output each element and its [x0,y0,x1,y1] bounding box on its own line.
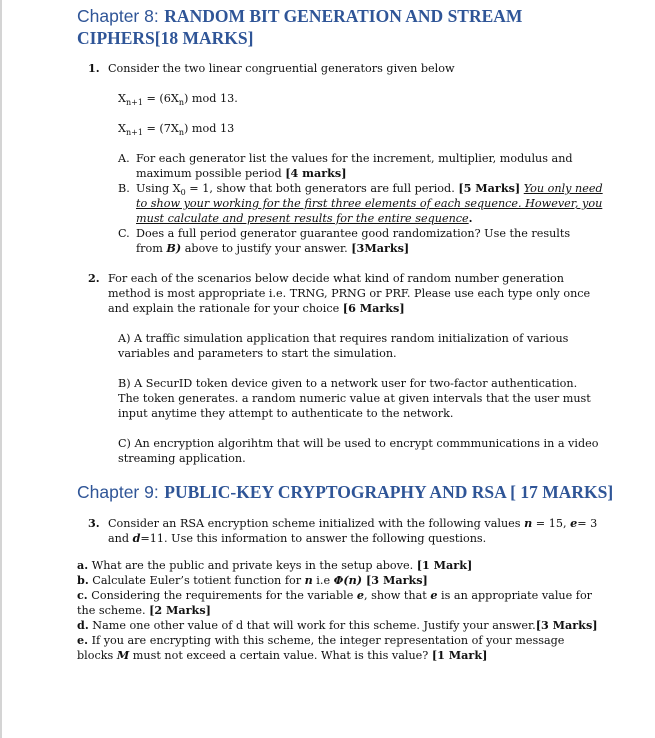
q1-b-label: B. [118,182,130,195]
q3-part-e [77,633,564,648]
q3-var-e: e [570,516,578,530]
q1-b-note-1: You only need [523,182,603,195]
eq2-mult: = (7X [142,122,179,135]
q1-b-sub: 0 [180,188,186,198]
q3-e-value: = 3 [577,517,598,530]
q3-line2 [108,531,486,546]
q3-e-marks: [1 Mark] [431,648,488,662]
eq1-sub-n: n [178,98,185,108]
q1-a-line1: For each generator list the values for the increment, multiplier, modulus and [136,152,573,165]
q3-text-a: Consider an RSA encryption scheme initialized with the following values [108,517,525,530]
q1-b-text-b: = 1, show that both generators are full period. [185,182,459,195]
q3-b-n: n [304,573,313,587]
chapter-8-heading [77,6,522,28]
chapter-8-heading-cont [77,28,253,50]
eq1-x: X [118,92,126,105]
q1-c-ref: B) [166,241,182,255]
q3-c-text: Considering the requirements for the variable [87,589,357,602]
page-edge [0,0,2,738]
q2-line1: For each of the scenarios below decide what kind of random number generation [108,272,564,285]
q1-a-marks: [4 marks] [285,166,347,180]
q2-b-line1: B) A SecurID token device given to a network user for two-factor authentication. [118,377,578,390]
chapter-9-number: Chapter 9: [77,482,159,502]
eq2-mod: ) mod 13 [184,122,235,135]
q1-b-period: . [468,211,473,225]
q3-n-value: = 15, [532,517,571,530]
q3-e-M: M [116,648,130,662]
eq2-sub-n1: n+1 [125,128,143,138]
q3-text-b: =11. Use this information to answer the following questions. [140,532,487,545]
q1-a-line2 [136,166,346,181]
q3-b-phi: Φ(n) [333,573,363,587]
q3-d-text: Name one other value of d that will work for this scheme. Justify your answer. [88,619,536,632]
q2-a-line2: variables and parameters to start the simulation. [118,347,397,360]
q3-c-marks: [2 Marks] [149,603,211,617]
q2-c-line2: streaming application. [118,452,246,465]
eq1-mod: ) mod 13. [184,92,238,105]
chapter-9-heading [77,482,613,504]
eq1-sub-n1: n+1 [125,98,143,108]
q1-b-note-2: to show your working for the first three elements of each sequence. However, you [136,197,603,210]
q1-c-label: C. [118,227,130,240]
q1-equation-2 [118,121,234,136]
q2-number: 2. [88,271,100,285]
eq2-x: X [118,122,126,135]
q1-number: 1. [88,61,100,75]
q3-line1 [108,516,597,531]
q3-b-text: Calculate Euler’s totient function for [88,574,305,587]
q3-c-text2: , show that [364,589,431,602]
q1-intro: Consider the two linear congruential generators given below [108,62,455,75]
q3-e-text2: must not exceed a certain value. What is this value? [129,649,432,662]
q3-b-label: b. [77,573,89,587]
q3-e-label: e. [77,633,89,647]
q3-part-a [77,558,472,573]
q3-and: and [108,532,133,545]
q3-a-marks: [1 Mark] [416,558,473,572]
q1-equation-1 [118,91,238,106]
q3-c-e2: e [430,588,438,602]
q3-part-e-line2 [77,648,487,663]
q3-e-text: If you are encrypting with this scheme, the integer representation of your message [88,634,565,647]
q3-a-label: a. [77,558,89,572]
q3-a-text: What are the public and private keys in the setup above. [88,559,417,572]
q3-var-d: d [132,531,141,545]
q2-marks: [6 Marks] [342,301,405,315]
q1-b-line3 [136,211,473,226]
q2-b-line3: input anytime they attempt to authenticate to the network. [118,407,454,420]
q3-var-n: n [524,516,533,530]
q1-c-marks: [3Marks] [351,241,410,255]
q3-b-marks: [3 Marks] [362,573,428,587]
q3-part-c-line2 [77,603,211,618]
q3-number: 3. [88,516,100,530]
chapter-8-title-line1: RANDOM BIT GENERATION AND STREAM [164,6,523,26]
q3-part-c [77,588,592,603]
q3-part-d [77,618,598,633]
q1-a-label: A. [118,152,130,165]
q3-c-label: c. [77,588,88,602]
q3-c-text3: is an appropriate value for [437,589,593,602]
q3-d-marks: [3 Marks] [535,618,598,632]
q2-c-line1: C) An encryption algorihtm that will be used to encrypt commmunications in a video [118,437,599,450]
eq1-mult: = (6X [142,92,179,105]
chapter-9-title: PUBLIC-KEY CRYPTOGRAPHY AND RSA [ 17 MARKS] [164,482,614,502]
q2-a-line1: A) A traffic simulation application that requires random initialization of various [118,332,569,345]
q2-b-line2: The token generates. a random numeric value at given intervals that the user must [118,392,591,405]
q3-part-b [77,573,428,588]
q1-b-note-3: must calculate and present results for the entire sequence [136,212,469,225]
q3-d-label: d. [77,618,89,632]
q2-line2: method is most appropriate i.e. TRNG, PRNG or PRF. Please use each type only once [108,287,591,300]
q1-b-line1 [136,181,603,196]
chapter-8-title-line2: CIPHERS[18 MARKS] [77,28,254,48]
eq2-sub-n: n [178,128,185,138]
q1-b-line2 [136,196,602,211]
chapter-8-number: Chapter 8: [77,6,159,26]
q3-b-ie: i.e [312,574,334,587]
q1-b-text-a: Using X [136,182,181,195]
q3-c-e: e [356,588,364,602]
q1-c-line1: Does a full period generator guarantee good randomization? Use the results [136,227,571,240]
q1-b-marks: [5 Marks] [458,181,521,195]
q1-c-text: above to justify your answer. [181,242,352,255]
q2-text: and explain the rationale for your choice [108,302,343,315]
q3-e-blocks: blocks [77,649,117,662]
q1-a-text: maximum possible period [136,167,286,180]
q1-c-from: from [136,242,167,255]
q3-c-scheme: the scheme. [77,604,150,617]
q2-line3 [108,301,405,316]
q1-c-line2 [136,241,409,256]
